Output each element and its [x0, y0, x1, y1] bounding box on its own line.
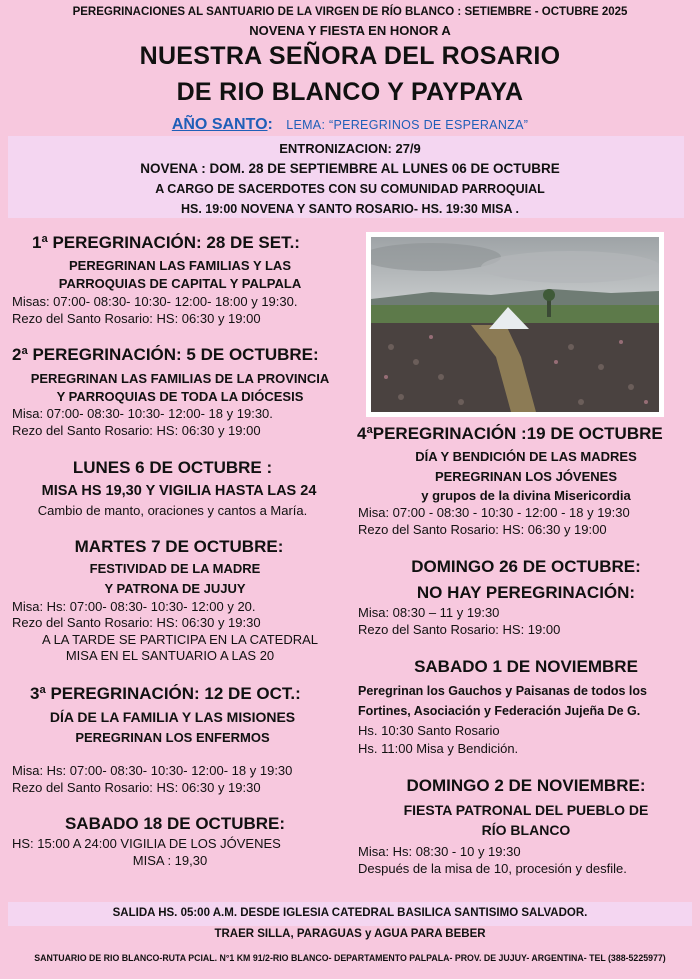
dom2-sub2: RÍO BLANCO — [481, 822, 571, 838]
ano-santo-line — [0, 116, 700, 134]
p1-misas: Misas: 07:00- 08:30- 10:30- 12:00- 18:00 y 19:30. — [12, 294, 298, 309]
p2-misas: Misa: 07:00- 08:30- 10:30- 12:00- 18 y 19:30. — [12, 406, 273, 421]
martes-tarde1: A LA TARDE SE PARTICIPA EN LA CATEDRAL — [42, 632, 318, 647]
dom2-title: DOMINGO 2 DE NOVIEMBRE: — [406, 776, 646, 795]
p1-sub1: PEREGRINAN LAS FAMILIAS Y LAS — [69, 258, 291, 273]
novena-dates: NOVENA : DOM. 28 DE SEPTIEMBRE AL LUNES 06 DE OCTUBRE — [140, 161, 560, 176]
header-line-1: PEREGRINACIONES AL SANTUARIO DE LA VIRGEN DE RÍO BLANCO : SETIEMBRE - OCTUBRE 2025 — [72, 6, 628, 18]
lunes-sub: MISA HS 19,30 Y VIGILIA HASTA LAS 24 — [41, 483, 317, 499]
martes-misas: Misa: Hs: 07:00- 08:30- 10:30- 12:00 y 20. — [12, 599, 256, 614]
entronizacion: ENTRONIZACION: 27/9 — [279, 141, 421, 156]
p3-misas: Misa: Hs: 07:00- 08:30- 10:30- 12:00- 18 y 19:30 — [12, 763, 293, 778]
sab1-sub1: Peregrinan los Gauchos y Paisanas de todos los — [358, 684, 647, 698]
p4-sub1: DÍA Y BENDICIÓN DE LAS MADRES — [415, 449, 637, 464]
p2-sub2: Y PARROQUIAS DE TODA LA DIÓCESIS — [56, 389, 304, 404]
ano-santo-label: AÑO SANTO — [171, 116, 268, 133]
sab1-line2: Hs. 11:00 Misa y Bendición. — [358, 741, 519, 756]
martes-sub1: FESTIVIDAD DE LA MADRE — [89, 561, 261, 576]
p2-rosario: Rezo del Santo Rosario: HS: 06:30 y 19:00 — [12, 423, 261, 438]
p4-misas: Misa: 07:00 - 08:30 - 10:30 - 12:00 - 18 y 19:30 — [358, 505, 630, 520]
dom2-despues: Después de la misa de 10, procesión y desfile. — [358, 861, 627, 876]
lema-text: LEMA: “PEREGRINOS DE ESPERANZA” — [286, 118, 529, 132]
martes-rosario: Rezo del Santo Rosario: HS: 06:30 y 19:30 — [12, 615, 261, 630]
novena-horario: HS. 19:00 NOVENA Y SANTO ROSARIO- HS. 19:30 MISA . — [180, 202, 520, 216]
dom2-sub1: FIESTA PATRONAL DEL PUEBLO DE — [403, 802, 649, 818]
martes-title: MARTES 7 DE OCTUBRE: — [74, 537, 284, 556]
sabado18-title: SABADO 18 DE OCTUBRE: — [64, 814, 286, 833]
lunes-text: Cambio de manto, oraciones y cantos a María. — [37, 503, 308, 518]
footer-salida: SALIDA HS. 05:00 A.M. DESDE IGLESIA CATEDRAL BASILICA SANTISIMO SALVADOR. — [112, 907, 588, 919]
p3-rosario: Rezo del Santo Rosario: HS: 06:30 y 19:30 — [12, 780, 261, 795]
main-title-1: NUESTRA SEÑORA DEL ROSARIO — [139, 42, 561, 70]
p1-title: 1ª PEREGRINACIÓN: 28 DE SET.: — [32, 233, 300, 252]
p4-title: 4ªPEREGRINACIÓN :19 DE OCTUBRE — [357, 424, 663, 443]
dom2-misas: Misa: Hs: 08:30 - 10 y 19:30 — [358, 844, 521, 859]
dom26-rosario: Rezo del Santo Rosario: HS: 19:00 — [358, 622, 561, 637]
p1-rosario: Rezo del Santo Rosario: HS: 06:30 y 19:00 — [12, 311, 261, 326]
sanctuary-photo — [366, 232, 664, 417]
sabado18-line2: MISA : 19,30 — [132, 853, 208, 868]
martes-tarde2: MISA EN EL SANTUARIO A LAS 20 — [65, 648, 275, 663]
header-line-2: NOVENA Y FIESTA EN HONOR A — [249, 23, 451, 38]
crowd-photo-image — [371, 237, 659, 412]
footer-traer: TRAER SILLA, PARAGUAS y AGUA PARA BEBER — [214, 928, 486, 940]
p2-sub1: PEREGRINAN LAS FAMILIAS DE LA PROVINCIA — [30, 371, 330, 386]
dom26-title2: NO HAY PEREGRINACIÓN: — [416, 583, 636, 602]
p2-title: 2ª PEREGRINACIÓN: 5 DE OCTUBRE: — [12, 345, 319, 364]
dom26-misas: Misa: 08:30 – 11 y 19:30 — [358, 605, 500, 620]
sab1-line1: Hs. 10:30 Santo Rosario — [358, 723, 500, 738]
p3-sub1: DÍA DE LA FAMILIA Y LAS MISIONES — [49, 709, 296, 725]
ano-santo-colon: : — [267, 116, 273, 133]
main-title-2: DE RIO BLANCO Y PAYPAYA — [176, 78, 524, 106]
novena-cargo: A CARGO DE SACERDOTES CON SU COMUNIDAD PARROQUIAL — [155, 182, 545, 196]
martes-sub2: Y PATRONA DE JUJUY — [104, 581, 246, 596]
dom26-title1: DOMINGO 26 DE OCTUBRE: — [411, 557, 641, 576]
p4-sub3: y grupos de la divina Misericordia — [421, 488, 631, 503]
p3-sub2: PEREGRINAN LOS ENFERMOS — [75, 730, 270, 745]
p4-sub2: PEREGRINAN LOS JÓVENES — [434, 469, 618, 484]
footer-direccion: SANTUARIO DE RIO BLANCO-RUTA PCIAL. N°1 KM 91/2-RIO BLANCO- DEPARTAMENTO PALPALA- PROV. DE JUJUY- ARGENTINA- TEL (388-5225977) — [34, 953, 666, 963]
sab1-sub2: Fortines, Asociación y Federación Jujeña De G. — [358, 704, 641, 718]
sabado18-line1: HS: 15:00 A 24:00 VIGILIA DE LOS JÓVENES — [12, 836, 281, 851]
lunes-title: LUNES 6 DE OCTUBRE : — [72, 458, 273, 477]
sab1-title: SABADO 1 DE NOVIEMBRE — [414, 657, 638, 676]
p1-sub2: PARROQUIAS DE CAPITAL Y PALPALA — [58, 276, 302, 291]
p3-title: 3ª PEREGRINACIÓN: 12 DE OCT.: — [30, 684, 301, 703]
p4-rosario: Rezo del Santo Rosario: HS: 06:30 y 19:00 — [358, 522, 607, 537]
